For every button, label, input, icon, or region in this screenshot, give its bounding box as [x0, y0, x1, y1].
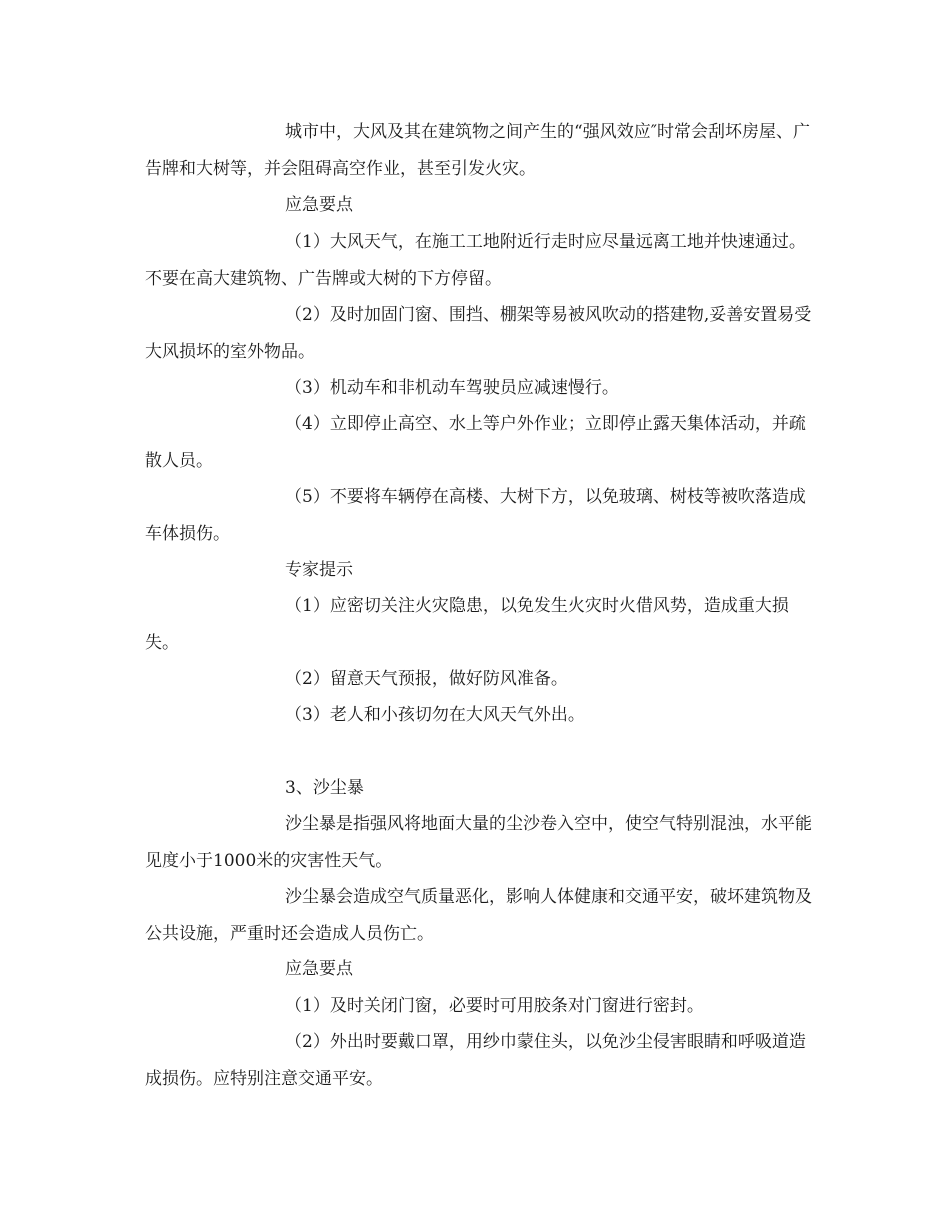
wind-expert-item-3: （3）老人和小孩切勿在大风天气外出。	[285, 705, 585, 725]
wind-emergency-item-4: （4）立即停止高空、水上等户外作业；立即停止露天集体活动，并疏散人员。	[145, 414, 806, 471]
wind-emergency-item-3: （3）机动车和非机动车驾驶员应减速慢行。	[285, 378, 619, 398]
wind-expert-heading: 专家提示	[285, 560, 353, 580]
sandstorm-impact-paragraph: 沙尘暴会造成空气质量恶化，影响人体健康和交通平安，破坏建筑物及公共设施，严重时还会造成人员伤亡。	[145, 887, 812, 944]
sandstorm-section-title: 3、沙尘暴	[285, 778, 364, 798]
wind-intro-paragraph: 城市中，大风及其在建筑物之间产生的“强风效应″时常会刮坏房屋、广告牌和大树等，并会阻碍高空作业，甚至引发火灾。	[145, 122, 811, 179]
wind-emergency-item-1: （1）大风天气，在施工工地附近行走时应尽量远离工地并快速通过。不要在高大建筑物、广告牌或大树的下方停留。	[145, 232, 806, 289]
wind-emergency-item-5: （5）不要将车辆停在高楼、大树下方，以免玻璃、树枝等被吹落造成车体损伤。	[145, 487, 806, 544]
wind-expert-item-2: （2）留意天气预报，做好防风准备。	[285, 669, 568, 689]
sandstorm-emergency-item-2: （2）外出时要戴口罩，用纱巾蒙住头，以免沙尘侵害眼睛和呼吸道造成损伤。应特别注意交通平安。	[145, 1032, 806, 1089]
wind-expert-item-1: （1）应密切关注火灾隐患，以免发生火灾时火借风势，造成重大损失。	[145, 596, 789, 653]
sandstorm-definition-paragraph: 沙尘暴是指强风将地面大量的尘沙卷入空中，使空气特别混浊，水平能见度小于1000米的灾害性天气。	[145, 814, 812, 871]
wind-emergency-heading: 应急要点	[285, 195, 353, 215]
sandstorm-emergency-heading: 应急要点	[285, 959, 353, 979]
sandstorm-emergency-item-1: （1）及时关闭门窗，必要时可用胶条对门窗进行密封。	[285, 996, 704, 1016]
wind-emergency-item-2: （2）及时加固门窗、围挡、棚架等易被风吹动的搭建物,妥善安置易受大风损坏的室外物品。	[145, 305, 812, 362]
